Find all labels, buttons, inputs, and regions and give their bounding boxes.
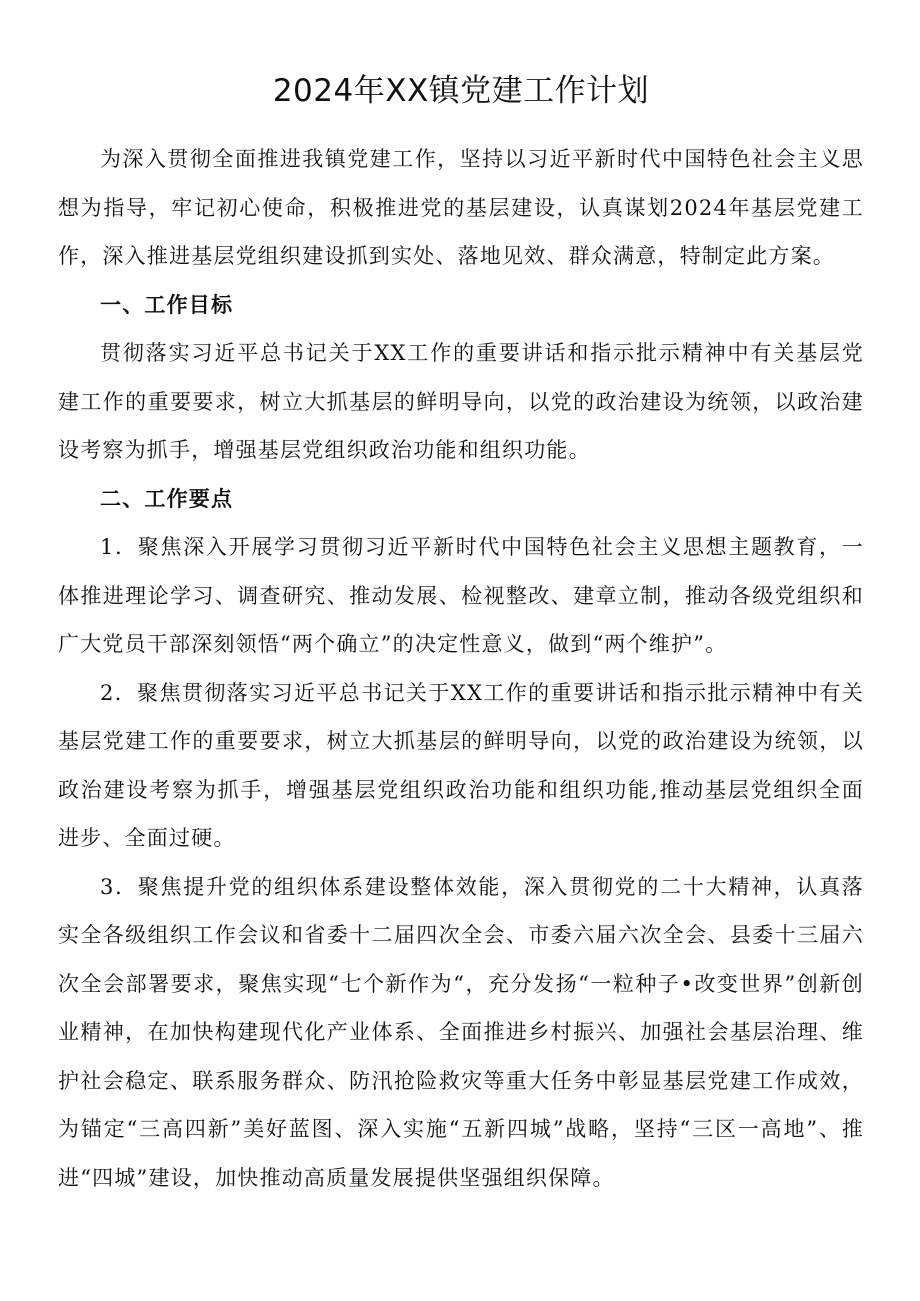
key-point-3: 3．聚焦提升党的组织体系建设整体效能，深入贯彻党的二十大精神，认真落实全各级组织工作会议和省委十二届四次全会、市委六届六次全会、县委十三届六次全会部署要求，聚焦实现“七个新作为“，充分发扬“一粒种子•改变世界”创新创业精神，在加快构建现代化产业体系、全面推进乡村振兴、加强社会基层治理、维护社会稳定、联系服务群众、防汛抢险救灾等重大任务中彰显基层党建工作成效，为锚定“三高四新”美好蓝图、深入实施“五新四城”战略，坚持“三区一高地”、推进“四城”建设，加快推动高质量发展提供坚强组织保障。 — [58, 874, 864, 1190]
section-heading-key-points: 二、工作要点 — [100, 485, 234, 511]
document-title: 2024年XX镇党建工作计划 — [272, 73, 650, 109]
intro-paragraph: 为深入贯彻全面推进我镇党建工作，坚持以习近平新时代中国特色社会主义思想为指导，牢记初心使命，积极推进党的基层建设，认真谋划2024年基层党建工作，深入推进基层党组织建设抓到实处、落地见效、群众满意，特制定此方案。 — [58, 147, 864, 268]
goals-paragraph: 贯彻落实习近平总书记关于XX工作的重要讲话和指示批示精神中有关基层党建工作的重要要求，树立大抓基层的鲜明导向，以党的政治建设为统领，以政治建设考察为抓手，增强基层党组织政治功能和组织功能。 — [58, 341, 864, 462]
key-point-1: 1．聚焦深入开展学习贯彻习近平新时代中国特色社会主义思想主题教育，一体推进理论学习、调查研究、推动发展、检视整改、建章立制，推动各级党组织和广大党员干部深刻领悟“两个确立”的决定性意义，做到“两个维护”。 — [58, 535, 864, 656]
key-point-2: 2．聚焦贯彻落实习近平总书记关于XX工作的重要讲话和指示批示精神中有关基层党建工作的重要要求，树立大抓基层的鲜明导向，以党的政治建设为统领，以政治建设考察为抓手，增强基层党组织政治功能和组织功能,推动基层党组织全面进步、全面过硬。 — [58, 680, 864, 850]
section-heading-goals: 一、工作目标 — [100, 291, 234, 317]
